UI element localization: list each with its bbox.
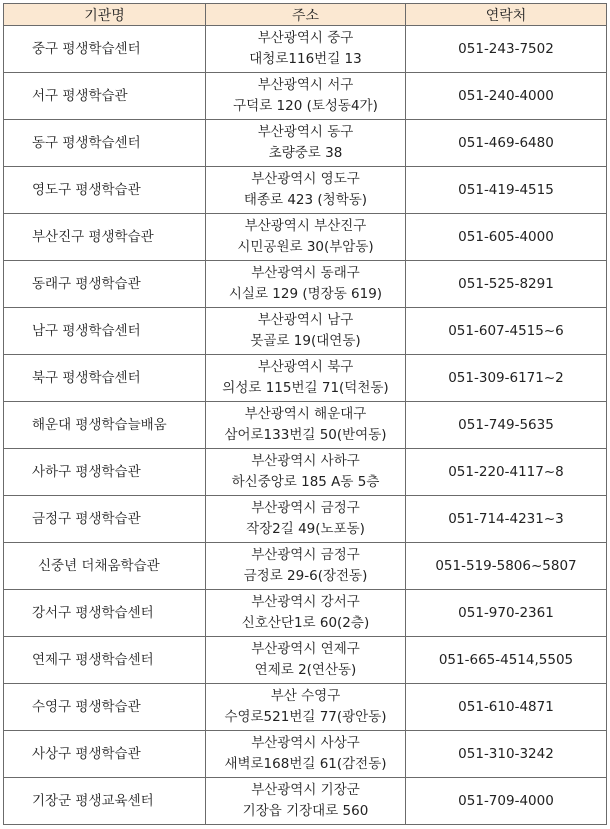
table-row xyxy=(4,402,607,449)
address-line-1: 부산광역시 중구 xyxy=(257,30,354,46)
phone-number: 051-220-4117~8 xyxy=(406,449,607,496)
table-row xyxy=(4,543,607,590)
address-line-2: 의성로 115번길 71(덕천동) xyxy=(222,380,389,396)
address-line-1: 부산광역시 기장군 xyxy=(251,782,360,798)
table-row xyxy=(4,308,607,355)
table-row xyxy=(4,590,607,637)
address-line-2: 하신중앙로 185 A동 5층 xyxy=(231,474,380,490)
address-line-1: 부산광역시 해운대구 xyxy=(244,406,367,422)
phone-number: 051-240-4000 xyxy=(406,73,607,120)
phone-number: 051-709-4000 xyxy=(406,778,607,825)
table-body xyxy=(4,26,607,825)
phone-number: 051-749-5635 xyxy=(406,402,607,449)
table-row xyxy=(4,637,607,684)
address-line-2: 시실로 129 (명장동 619) xyxy=(228,286,383,302)
address-line-1: 부산광역시 부산진구 xyxy=(244,218,367,234)
address-line-1: 부산광역시 금정구 xyxy=(251,547,360,563)
address-line-2: 금정로 29-6(장전동) xyxy=(243,568,368,584)
address-cell xyxy=(206,308,406,355)
institution-name: 영도구 평생학습관 xyxy=(4,167,206,214)
learning-center-table xyxy=(3,3,607,825)
address-line-2: 구덕로 120 (토성동4가) xyxy=(233,98,378,114)
institution-name: 해운대 평생학습늘배움 xyxy=(4,402,206,449)
phone-number: 051-607-4515~6 xyxy=(406,308,607,355)
institution-name: 동구 평생학습센터 xyxy=(4,120,206,167)
table-row xyxy=(4,496,607,543)
phone-number: 051-605-4000 xyxy=(406,214,607,261)
address-cell xyxy=(206,214,406,261)
table-row xyxy=(4,26,607,73)
address-cell xyxy=(206,355,406,402)
institution-name: 연제구 평생학습센터 xyxy=(4,637,206,684)
phone-number: 051-419-4515 xyxy=(406,167,607,214)
header-institution: 기관명 xyxy=(4,4,206,26)
phone-number: 051-525-8291 xyxy=(406,261,607,308)
phone-number: 051-519-5806~5807 xyxy=(406,543,607,590)
institution-name: 사상구 평생학습관 xyxy=(4,731,206,778)
address-cell xyxy=(206,496,406,543)
table-row xyxy=(4,355,607,402)
table-row xyxy=(4,684,607,731)
phone-number: 051-310-3242 xyxy=(406,731,607,778)
address-line-2: 초량중로 38 xyxy=(268,145,343,161)
institution-name: 북구 평생학습센터 xyxy=(4,355,206,402)
address-cell xyxy=(206,167,406,214)
address-line-2: 신호산단1로 60(2층) xyxy=(241,615,370,631)
address-cell xyxy=(206,402,406,449)
phone-number: 051-665-4514,5505 xyxy=(406,637,607,684)
institution-name: 동래구 평생학습관 xyxy=(4,261,206,308)
address-cell xyxy=(206,778,406,825)
header-address: 주소 xyxy=(206,4,406,26)
address-line-2: 못골로 19(대연동) xyxy=(250,333,361,349)
institution-name: 남구 평생학습센터 xyxy=(4,308,206,355)
phone-number: 051-610-4871 xyxy=(406,684,607,731)
address-line-1: 부산광역시 강서구 xyxy=(251,594,360,610)
address-line-1: 부산광역시 남구 xyxy=(257,312,354,328)
phone-number: 051-243-7502 xyxy=(406,26,607,73)
address-line-2: 작장2길 49(노포동) xyxy=(246,521,365,537)
table-row xyxy=(4,261,607,308)
phone-number: 051-469-6480 xyxy=(406,120,607,167)
institution-name: 사하구 평생학습관 xyxy=(4,449,206,496)
address-line-1: 부산광역시 금정구 xyxy=(251,500,360,516)
table-row xyxy=(4,120,607,167)
address-line-1: 부산광역시 영도구 xyxy=(251,171,360,187)
phone-number: 051-309-6171~2 xyxy=(406,355,607,402)
table-row xyxy=(4,731,607,778)
address-line-1: 부산광역시 연제구 xyxy=(251,641,360,657)
institution-name: 수영구 평생학습관 xyxy=(4,684,206,731)
address-line-2: 태종로 423 (청학동) xyxy=(243,192,368,208)
address-line-2: 연제로 2(연산동) xyxy=(254,662,357,678)
address-cell xyxy=(206,684,406,731)
address-line-1: 부산광역시 사하구 xyxy=(251,453,360,469)
institution-name: 신중년 더채움학습관 xyxy=(4,543,206,590)
phone-number: 051-970-2361 xyxy=(406,590,607,637)
table-header-row xyxy=(4,4,607,26)
institution-name: 금정구 평생학습관 xyxy=(4,496,206,543)
address-line-2: 새벽로168번길 61(감전동) xyxy=(224,756,387,772)
address-line-1: 부산광역시 동래구 xyxy=(251,265,360,281)
table-row xyxy=(4,778,607,825)
header-contact: 연락처 xyxy=(406,4,607,26)
address-line-1: 부산광역시 동구 xyxy=(257,124,354,140)
institution-name: 부산진구 평생학습관 xyxy=(4,214,206,261)
table-row xyxy=(4,73,607,120)
address-cell xyxy=(206,261,406,308)
table-row xyxy=(4,214,607,261)
institution-name: 기장군 평생교육센터 xyxy=(4,778,206,825)
institution-name: 강서구 평생학습센터 xyxy=(4,590,206,637)
address-line-2: 수영로521번길 77(광안동) xyxy=(224,709,387,725)
address-cell xyxy=(206,590,406,637)
address-line-2: 삼어로133번길 50(반여동) xyxy=(224,427,387,443)
institution-name: 중구 평생학습센터 xyxy=(4,26,206,73)
address-line-2: 기장읍 기장대로 560 xyxy=(242,803,369,819)
address-line-1: 부산광역시 사상구 xyxy=(251,735,360,751)
institution-name: 서구 평생학습관 xyxy=(4,73,206,120)
address-cell xyxy=(206,543,406,590)
phone-number: 051-714-4231~3 xyxy=(406,496,607,543)
address-line-2: 시민공원로 30(부암동) xyxy=(237,239,374,255)
address-line-1: 부산광역시 서구 xyxy=(257,77,354,93)
address-line-1: 부산 수영구 xyxy=(270,688,341,704)
table-row xyxy=(4,449,607,496)
address-cell xyxy=(206,120,406,167)
address-line-2: 대청로116번길 13 xyxy=(249,51,362,67)
address-cell xyxy=(206,637,406,684)
learning-center-table-wrapper xyxy=(3,3,606,825)
address-line-1: 부산광역시 북구 xyxy=(257,359,354,375)
address-cell xyxy=(206,731,406,778)
address-cell xyxy=(206,73,406,120)
table-row xyxy=(4,167,607,214)
address-cell xyxy=(206,449,406,496)
address-cell xyxy=(206,26,406,73)
